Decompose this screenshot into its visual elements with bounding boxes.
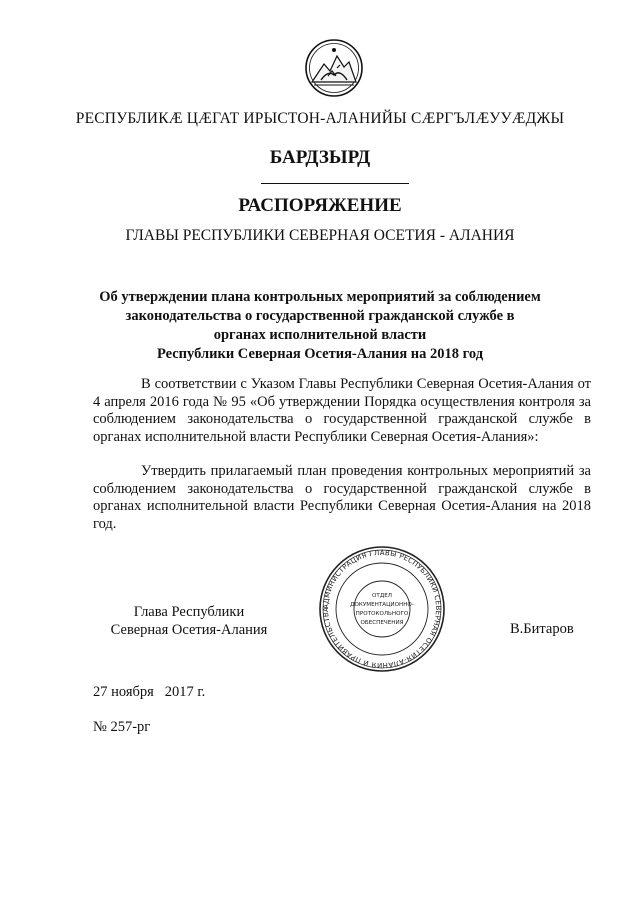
paragraph-text: Утвердить прилагаемый план проведения контрольных мероприятий за соблюдением законодательства о государственной гражданской службе в органах исполнительной власти Республики Северная Осетия-Алания на 2018 год. [93, 463, 591, 532]
title-line: Республики Северная Осетия-Алания на 2018 год [156, 346, 484, 362]
position-line: Глава Республики [133, 604, 245, 620]
document-type-ossetian: БАРДЗЫРД [269, 147, 371, 168]
title-line: Об утверждении плана контрольных мероприятий за соблюдением [99, 289, 541, 305]
seal-center-text: ОБЕСПЕЧЕНИЯ [360, 620, 404, 626]
seal-outer-text: АДМИНИСТРАЦИЯ ГЛАВЫ РЕСПУБЛИКИ СЕВЕРНАЯ ОСЕТИЯ-АЛАНИЯ И ПРАВИТЕЛЬСТВА [321, 548, 443, 670]
seal-center-text: ОТДЕЛ [372, 593, 392, 599]
seal-center-text: ПРОТОКОЛЬНОГО [355, 611, 409, 617]
seal-center-text: ДОКУМЕНТАЦИОННО- [350, 602, 414, 608]
svg-text:АДМИНИСТРАЦИЯ ГЛАВЫ РЕСПУБЛИКИ [322, 549, 442, 669]
official-seal-stamp [318, 545, 446, 673]
issuer-heading: ГЛАВЫ РЕСПУБЛИКИ СЕВЕРНАЯ ОСЕТИЯ - АЛАНИЯ [125, 227, 515, 244]
divider-line [261, 183, 409, 184]
document-type-russian: РАСПОРЯЖЕНИЕ [238, 195, 402, 216]
title-line: органах исполнительной власти [213, 327, 427, 343]
republic-name-ossetian: РЕСПУБЛИКӔ ЦӔГАТ ИРЫСТОН-АЛАНИЙЫ СӔРГЪЛӔУУӔДЖЫ [75, 110, 565, 127]
body-paragraph-resolution [93, 463, 591, 533]
document-number: № 257-рг [93, 719, 151, 735]
document-date: 27 ноября 2017 г. [93, 684, 206, 700]
title-line: законодательства о государственной гражданской службе в [125, 308, 515, 324]
signatory-position [100, 603, 278, 639]
position-line: Северная Осетия-Алания [110, 622, 268, 638]
paragraph-text: В соответствии с Указом Главы Республики Северная Осетия-Алания от 4 апреля 2016 года № 95 «Об утверждении Порядка осуществления контроля за соблюдением законодательства о государственной гражданской службе в органах исполнительной власти Республики Северная Осетия-Алания»: [93, 376, 591, 445]
coat-of-arms-emblem-icon [304, 38, 364, 98]
document-title [0, 288, 640, 364]
signatory-name: В.Битаров [510, 621, 574, 637]
body-paragraph-preamble [93, 376, 591, 446]
